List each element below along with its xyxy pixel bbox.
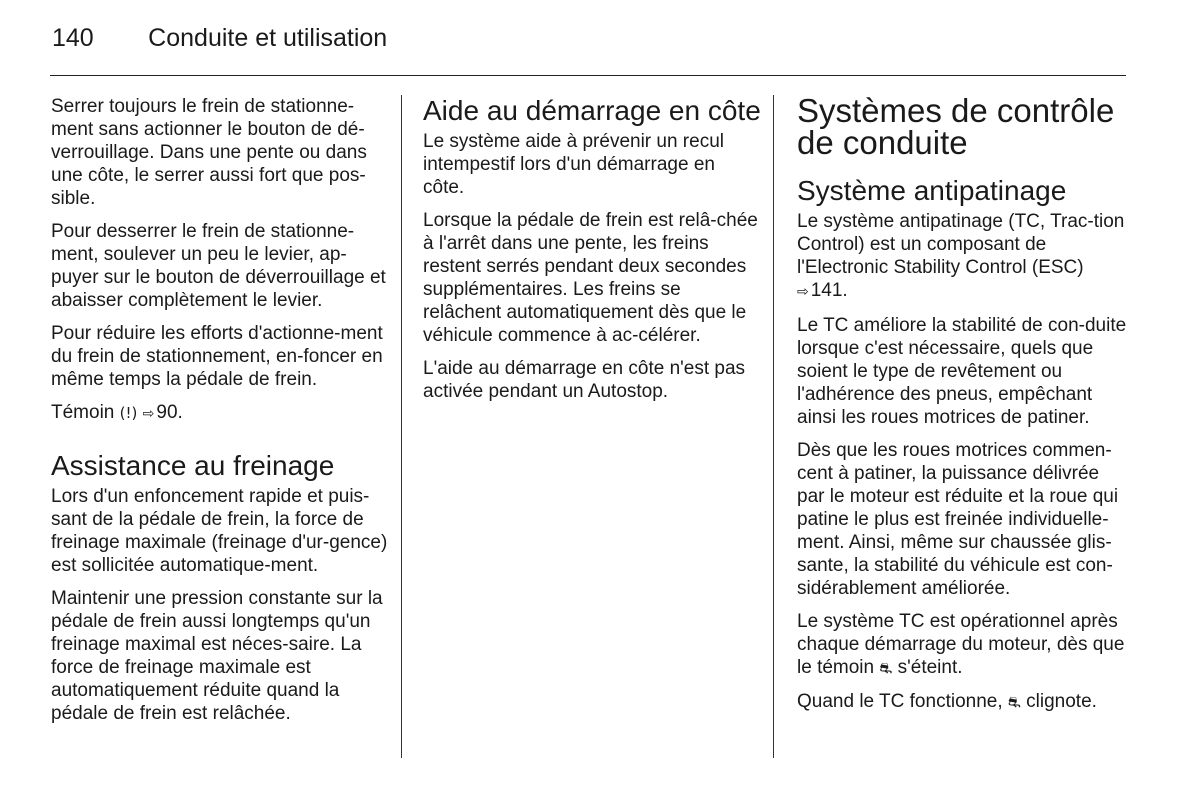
paragraph bbox=[797, 210, 1127, 304]
section-title: Conduite et utilisation bbox=[148, 24, 388, 52]
paragraph: Serrer toujours le frein de stationne-ment sans actionner le bouton de dé-verrouillage. Dans une pente ou dans une côte, le serrer aussi fort que pos-sible. bbox=[51, 96, 367, 209]
page-ref-arrow-icon: ⇨ bbox=[142, 406, 155, 422]
tc-operational-end: s'éteint. bbox=[897, 657, 963, 678]
paragraph: Dès que les roues motrices commen-cent à patiner, la puissance délivrée par le moteur est réduite et la roue qui patine le plus est freinée individuelle-ment. Ainsi, même sur chaussée glis-sante, la stabilité du véhicule est con-sidérablement améliorée. bbox=[797, 440, 1119, 599]
column-divider-1 bbox=[401, 95, 402, 758]
temoin-line bbox=[51, 401, 389, 426]
heading-systeme-antipatinage: Système antipatinage bbox=[797, 175, 1067, 206]
paragraph: Le TC améliore la stabilité de con-duite lorsque c'est nécessaire, quels que soient le type de revêtement ou l'adhérence des pneus, empêchant ainsi les roues motrices de patiner. bbox=[797, 315, 1127, 428]
tc-intro-text: Le système antipatinage (TC, Trac-tion Control) est un composant de l'Electronic Stability Control (ESC) bbox=[797, 211, 1125, 278]
page-number: 140 bbox=[52, 24, 94, 52]
column-2 bbox=[423, 95, 761, 413]
column-3 bbox=[797, 92, 1127, 724]
column-1 bbox=[51, 95, 389, 735]
paragraph bbox=[797, 610, 1127, 680]
paragraph: Lors d'un enfoncement rapide et puis-sant de la pédale de frein, la force de freinage maximale (freinage d'ur-gence) est sollicitée automatique-ment. bbox=[51, 486, 388, 576]
page-ref-arrow-icon: ⇨ bbox=[797, 284, 809, 300]
header-rule bbox=[50, 75, 1126, 76]
tc-active-end: clignote. bbox=[1026, 691, 1097, 712]
paragraph: Lorsque la pédale de frein est relâ-chée à l'arrêt dans une pente, les freins restent serrés pendant deux secondes supplémentaires. Les freins se relâchent automatiquement dès que le véhicule commence à ac-célérer. bbox=[423, 210, 758, 346]
column-divider-2 bbox=[773, 95, 774, 758]
paragraph: L'aide au démarrage en côte n'est pas activée pendant un Autostop. bbox=[423, 358, 746, 402]
temoin-label: Témoin bbox=[51, 402, 115, 423]
page-ref-link[interactable]: 141. bbox=[810, 280, 848, 301]
paragraph: Pour réduire les efforts d'actionne-ment du frein de stationnement, en-foncer en même temps la pédale de frein. bbox=[51, 323, 383, 390]
heading-aide-demarrage: Aide au démarrage en côte bbox=[423, 95, 761, 126]
heading-assistance-freinage: Assistance au freinage bbox=[51, 450, 335, 481]
tc-active-text: Quand le TC fonctionne, bbox=[797, 691, 1003, 712]
tc-operational-text: Le système TC est opérationnel après chaque démarrage du moteur, dès que le témoin bbox=[797, 611, 1125, 678]
page-header bbox=[52, 24, 387, 58]
brake-warning-icon: (!) bbox=[119, 404, 138, 422]
paragraph: Pour desserrer le frein de stationne-ment, soulever un peu le levier, ap-puyer sur le bouton de déverrouillage et abaisser complètement le levier. bbox=[51, 221, 386, 311]
traction-control-icon: ⛐ bbox=[1007, 693, 1021, 711]
traction-control-icon: ⛐ bbox=[879, 659, 893, 677]
paragraph: Maintenir une pression constante sur la pédale de frein aussi longtemps qu'un freinage maximal est néces-saire. La force de freinage maximale est automatiquement réduite quand la pédale de frein est relâchée. bbox=[51, 588, 383, 724]
paragraph bbox=[797, 690, 1127, 714]
page-ref-link[interactable]: 90. bbox=[156, 402, 183, 423]
heading-systemes-controle: Systèmes de contrôle de conduite bbox=[797, 92, 1115, 161]
paragraph: Le système aide à prévenir un recul intempestif lors d'un démarrage en côte. bbox=[423, 131, 724, 198]
